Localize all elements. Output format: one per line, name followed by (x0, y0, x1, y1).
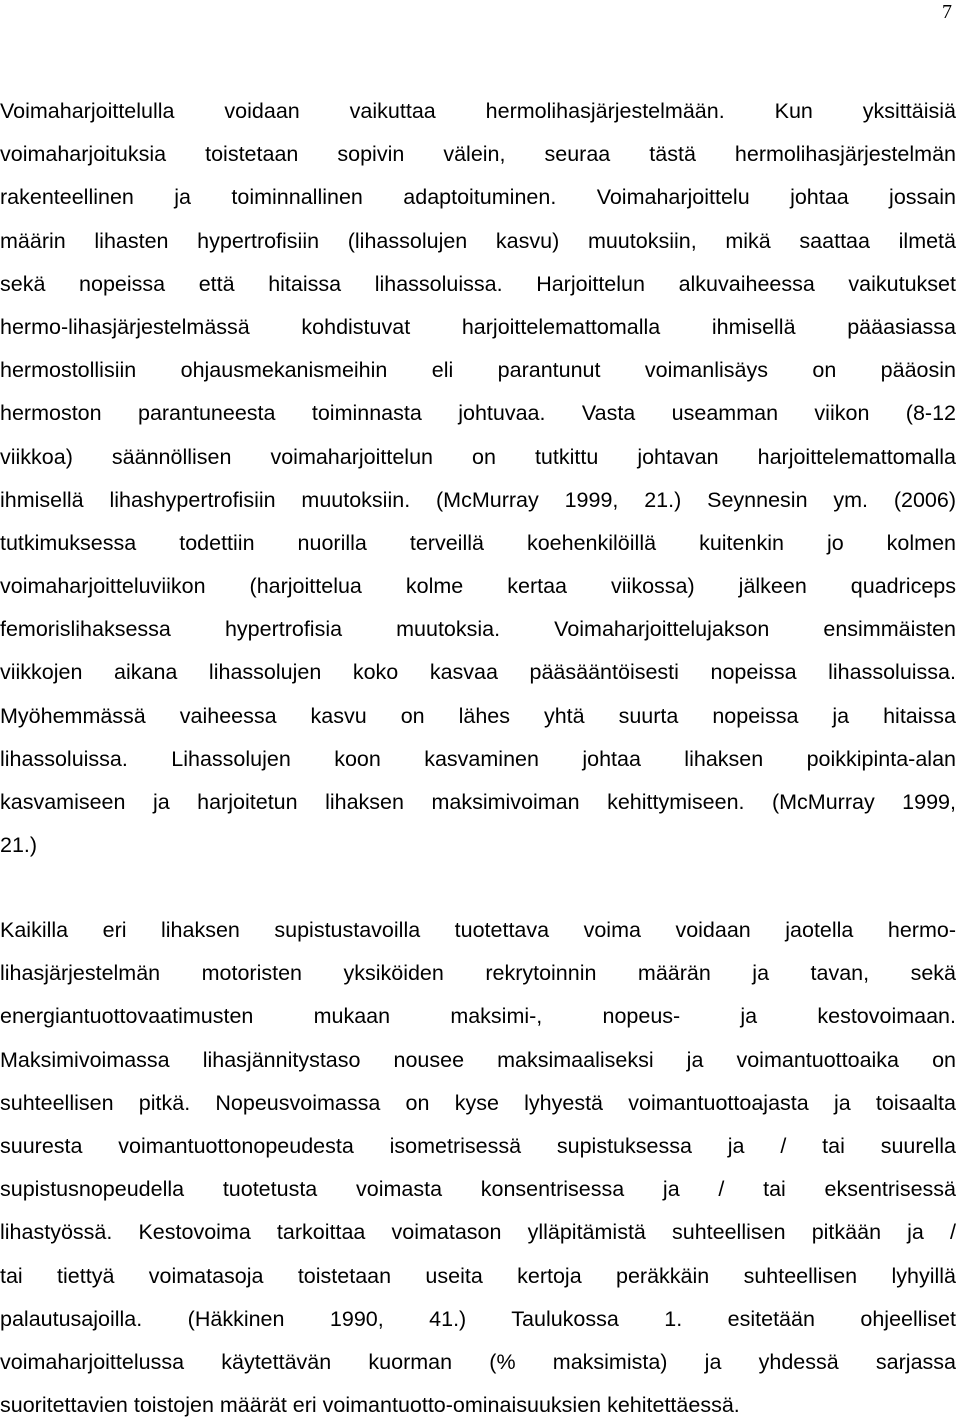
text-line: kasvamiseen ja harjoitetun lihaksen maksimivoiman kehittymiseen. (McMurray 1999, (0, 790, 956, 814)
text-line: määrin lihasten hypertrofisiin (lihassolujen kasvu) muutoksiin, mikä saattaa ilmetä (0, 228, 956, 253)
text-line: hermo-lihasjärjestelmässä kohdistuvat harjoittelemattomalla ihmisellä pääasiassa (0, 314, 956, 339)
text-line: Voimaharjoittelulla voidaan vaikuttaa hermolihasjärjestelmään. Kun yksittäisiä (0, 99, 956, 123)
text-line: ihmisellä lihashypertrofisiin muutoksiin. (McMurray 1999, 21.) Seynnesin ym. (2006) (0, 487, 956, 512)
text-line: Maksimivoimassa lihasjännitystaso nousee maksimaaliseksi ja voimantuottoaika on (0, 1047, 956, 1072)
page-number: 7 (942, 1, 952, 23)
text-line: tai tiettyä voimatasoja toistetaan useita kertoja peräkkäin suhteellisen lyhyillä (0, 1263, 956, 1288)
text-line: lihasjärjestelmän motoristen yksiköiden rekrytoinnin määrän ja tavan, sekä (0, 961, 956, 986)
text-line: rakenteellinen ja toiminnallinen adaptoituminen. Voimaharjoittelu johtaa jossain (0, 185, 956, 210)
text-line: suuresta voimantuottonopeudesta isometrisessä supistuksessa ja / tai suurella (0, 1133, 956, 1158)
text-line: viikkojen aikana lihassolujen koko kasvaa pääsääntöisesti nopeissa lihassoluissa. (0, 660, 956, 685)
paragraph-neuromuscular-adaptation (0, 90, 956, 867)
text-line: energiantuottovaatimusten mukaan maksimi-, nopeus- ja kestovoimaan. (0, 1004, 956, 1029)
text-line: femorislihaksessa hypertrofisia muutoksia. Voimaharjoittelujakson ensimmäisten (0, 617, 956, 642)
text-line: suhteellisen pitkä. Nopeusvoimassa on kyse lyhyestä voimantuottoajasta ja toisaalta (0, 1090, 956, 1115)
text-line: palautusajoilla. (Häkkinen 1990, 41.) Taulukossa 1. esitetään ohjeelliset (0, 1306, 956, 1331)
text-line: tutkimuksessa todettiin nuorilla terveillä koehenkilöillä kuitenkin jo kolmen (0, 530, 956, 555)
text-line: sekä nopeissa että hitaissa lihassoluissa. Harjoittelun alkuvaiheessa vaikutukset (0, 271, 956, 296)
text-line: voimaharjoituksia toistetaan sopivin välein, seuraa tästä hermolihasjärjestelmän (0, 142, 956, 167)
text-line: voimaharjoittelussa käytettävän kuorman (% maksimista) ja yhdessä sarjassa (0, 1349, 956, 1374)
text-line: 21.) (0, 833, 38, 858)
text-line: suoritettavien toistojen määrät eri voimantuotto-ominaisuuksien kehitettäessä. (0, 1393, 740, 1418)
text-line: Kaikilla eri lihaksen supistustavoilla tuotettava voima voidaan jaotella hermo- (0, 918, 956, 942)
text-line: hermoston parantuneesta toiminnasta johtuvaa. Vasta useamman viikon (8-12 (0, 401, 956, 426)
paragraph-force-types (0, 909, 956, 1427)
text-line: supistusnopeudella tuotetusta voimasta konsentrisessa ja / tai eksentrisessä (0, 1177, 956, 1202)
text-line: lihassoluissa. Lihassolujen koon kasvaminen johtaa lihaksen poikkipinta-alan (0, 746, 956, 771)
text-line: Myöhemmässä vaiheessa kasvu on lähes yhtä suurta nopeissa ja hitaissa (0, 703, 956, 728)
text-line: voimaharjoitteluviikon (harjoittelua kolme kertaa viikossa) jälkeen quadriceps (0, 574, 956, 599)
text-line: lihastyössä. Kestovoima tarkoittaa voimatason ylläpitämistä suhteellisen pitkään ja / (0, 1220, 956, 1245)
text-line: hermostollisiin ohjausmekanismeihin eli parantunut voimanlisäys on pääosin (0, 358, 956, 383)
text-line: viikkoa) säännöllisen voimaharjoittelun on tutkittu johtavan harjoittelemattomalla (0, 444, 956, 469)
